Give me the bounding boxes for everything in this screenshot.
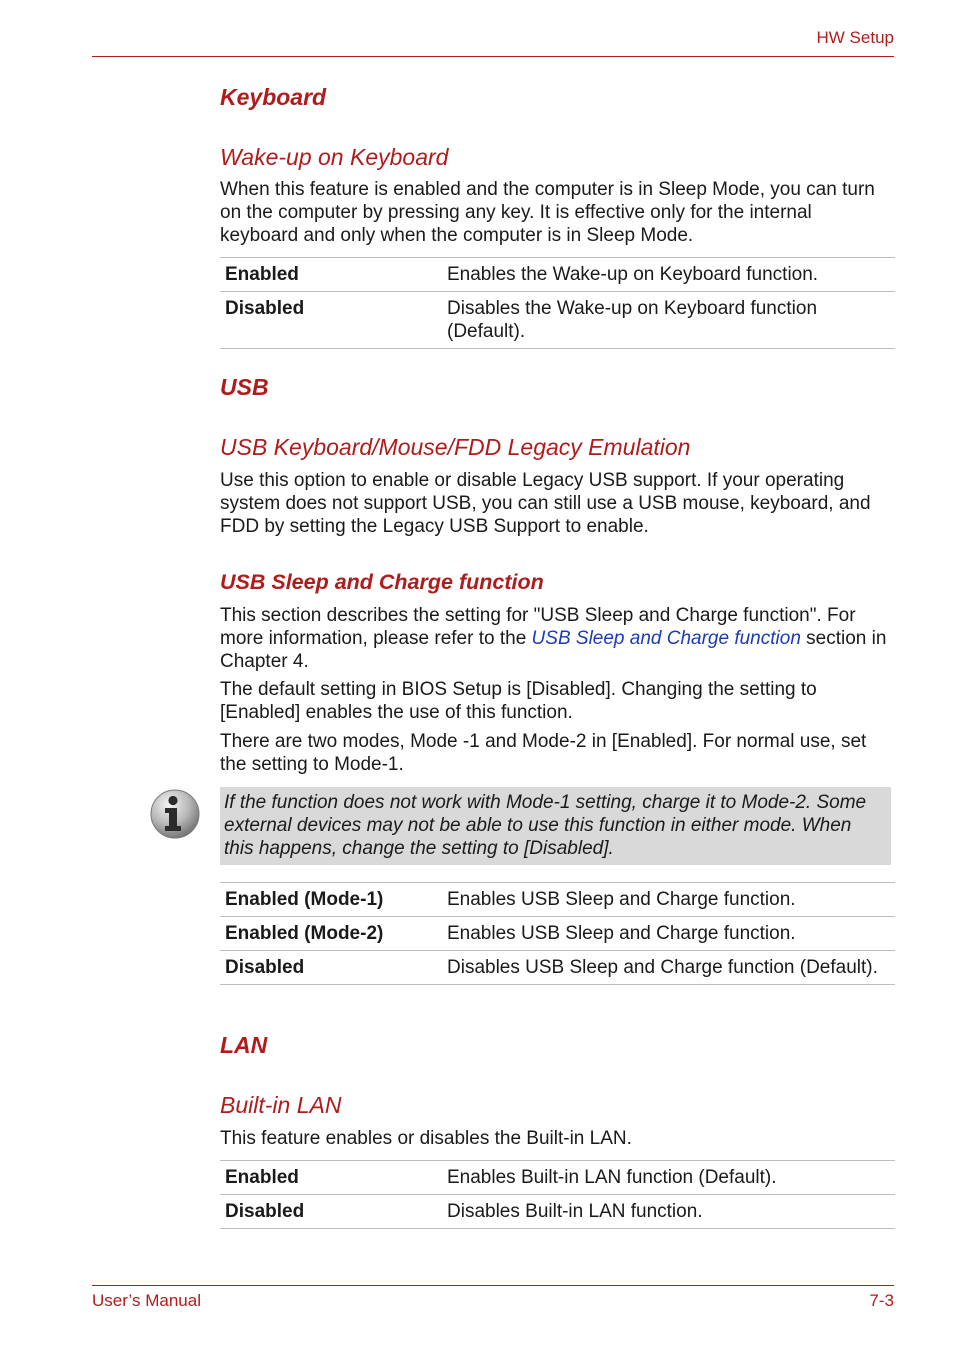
wakeup-heading: Wake-up on Keyboard (220, 144, 449, 170)
sleep-charge-text-b: section in Chapter 4. (220, 628, 887, 672)
footer-manual-title: User’s Manual (92, 1291, 201, 1310)
option-key: Disabled (220, 951, 442, 985)
footer-page-number: 7-3 (869, 1291, 894, 1310)
wakeup-description: When this feature is enabled and the computer is in Sleep Mode, you can turn on the computer by pressing any key. It is effective only for the internal keyboard and only when the computer is in Sleep Mode. (220, 179, 875, 246)
note-box: If the function does not work with Mode-1 setting, charge it to Mode-2. Some external devices may not be able to use this function in either mode. When this happens, change the setting to [Disabled]. (220, 787, 891, 865)
option-key: Disabled (220, 292, 442, 349)
option-value: Disables the Wake-up on Keyboard function (Default). (442, 292, 895, 349)
usb-heading: USB (220, 374, 269, 400)
header-rule (92, 56, 894, 57)
keyboard-options-table (220, 257, 895, 349)
table-row (220, 292, 895, 349)
option-key: Enabled (220, 1161, 442, 1195)
option-value: Disables USB Sleep and Charge function (Default). (442, 951, 895, 985)
lan-heading: LAN (220, 1032, 268, 1058)
table-row (220, 258, 895, 292)
table-row (220, 951, 895, 985)
sleep-charge-text-a: This section describes the setting for "USB Sleep and Charge function". For more information, please refer to the (220, 605, 856, 649)
table-row (220, 917, 895, 951)
table-row (220, 1161, 895, 1195)
legacy-heading: USB Keyboard/Mouse/FDD Legacy Emulation (220, 434, 691, 460)
builtin-lan-heading: Built-in LAN (220, 1092, 342, 1118)
option-value: Enables the Wake-up on Keyboard function. (442, 258, 895, 292)
legacy-description: Use this option to enable or disable Legacy USB support. If your operating system does not support USB, you can still use a USB mouse, keyboard, and FDD by setting the Legacy USB Support to enable. (220, 470, 871, 537)
option-key: Enabled (Mode-2) (220, 917, 442, 951)
option-key: Enabled (Mode-1) (220, 883, 442, 917)
footer-rule (92, 1285, 894, 1286)
sleep-charge-para-3: There are two modes, Mode -1 and Mode-2 in [Enabled]. For normal use, set the setting to Mode-1. (220, 731, 867, 775)
keyboard-heading: Keyboard (220, 84, 327, 110)
usb-options-table (220, 882, 895, 985)
option-value: Enables USB Sleep and Charge function. (442, 917, 895, 951)
sleep-charge-para-1 (220, 604, 895, 673)
table-row (220, 1195, 895, 1229)
option-value: Disables Built-in LAN function. (442, 1195, 895, 1229)
lan-options-table (220, 1160, 895, 1229)
running-header: HW Setup (816, 28, 894, 47)
builtin-lan-description: This feature enables or disables the Built-in LAN. (220, 1128, 632, 1149)
sleep-charge-heading: USB Sleep and Charge function (220, 570, 544, 594)
option-value: Enables Built-in LAN function (Default). (442, 1161, 895, 1195)
info-icon (149, 788, 201, 840)
table-row (220, 883, 895, 917)
sleep-charge-para-2: The default setting in BIOS Setup is [Disabled]. Changing the setting to [Enabled] enables the use of this function. (220, 679, 817, 723)
option-key: Disabled (220, 1195, 442, 1229)
option-value: Enables USB Sleep and Charge function. (442, 883, 895, 917)
sleep-charge-link[interactable]: USB Sleep and Charge function (531, 628, 801, 649)
option-key: Enabled (220, 258, 442, 292)
